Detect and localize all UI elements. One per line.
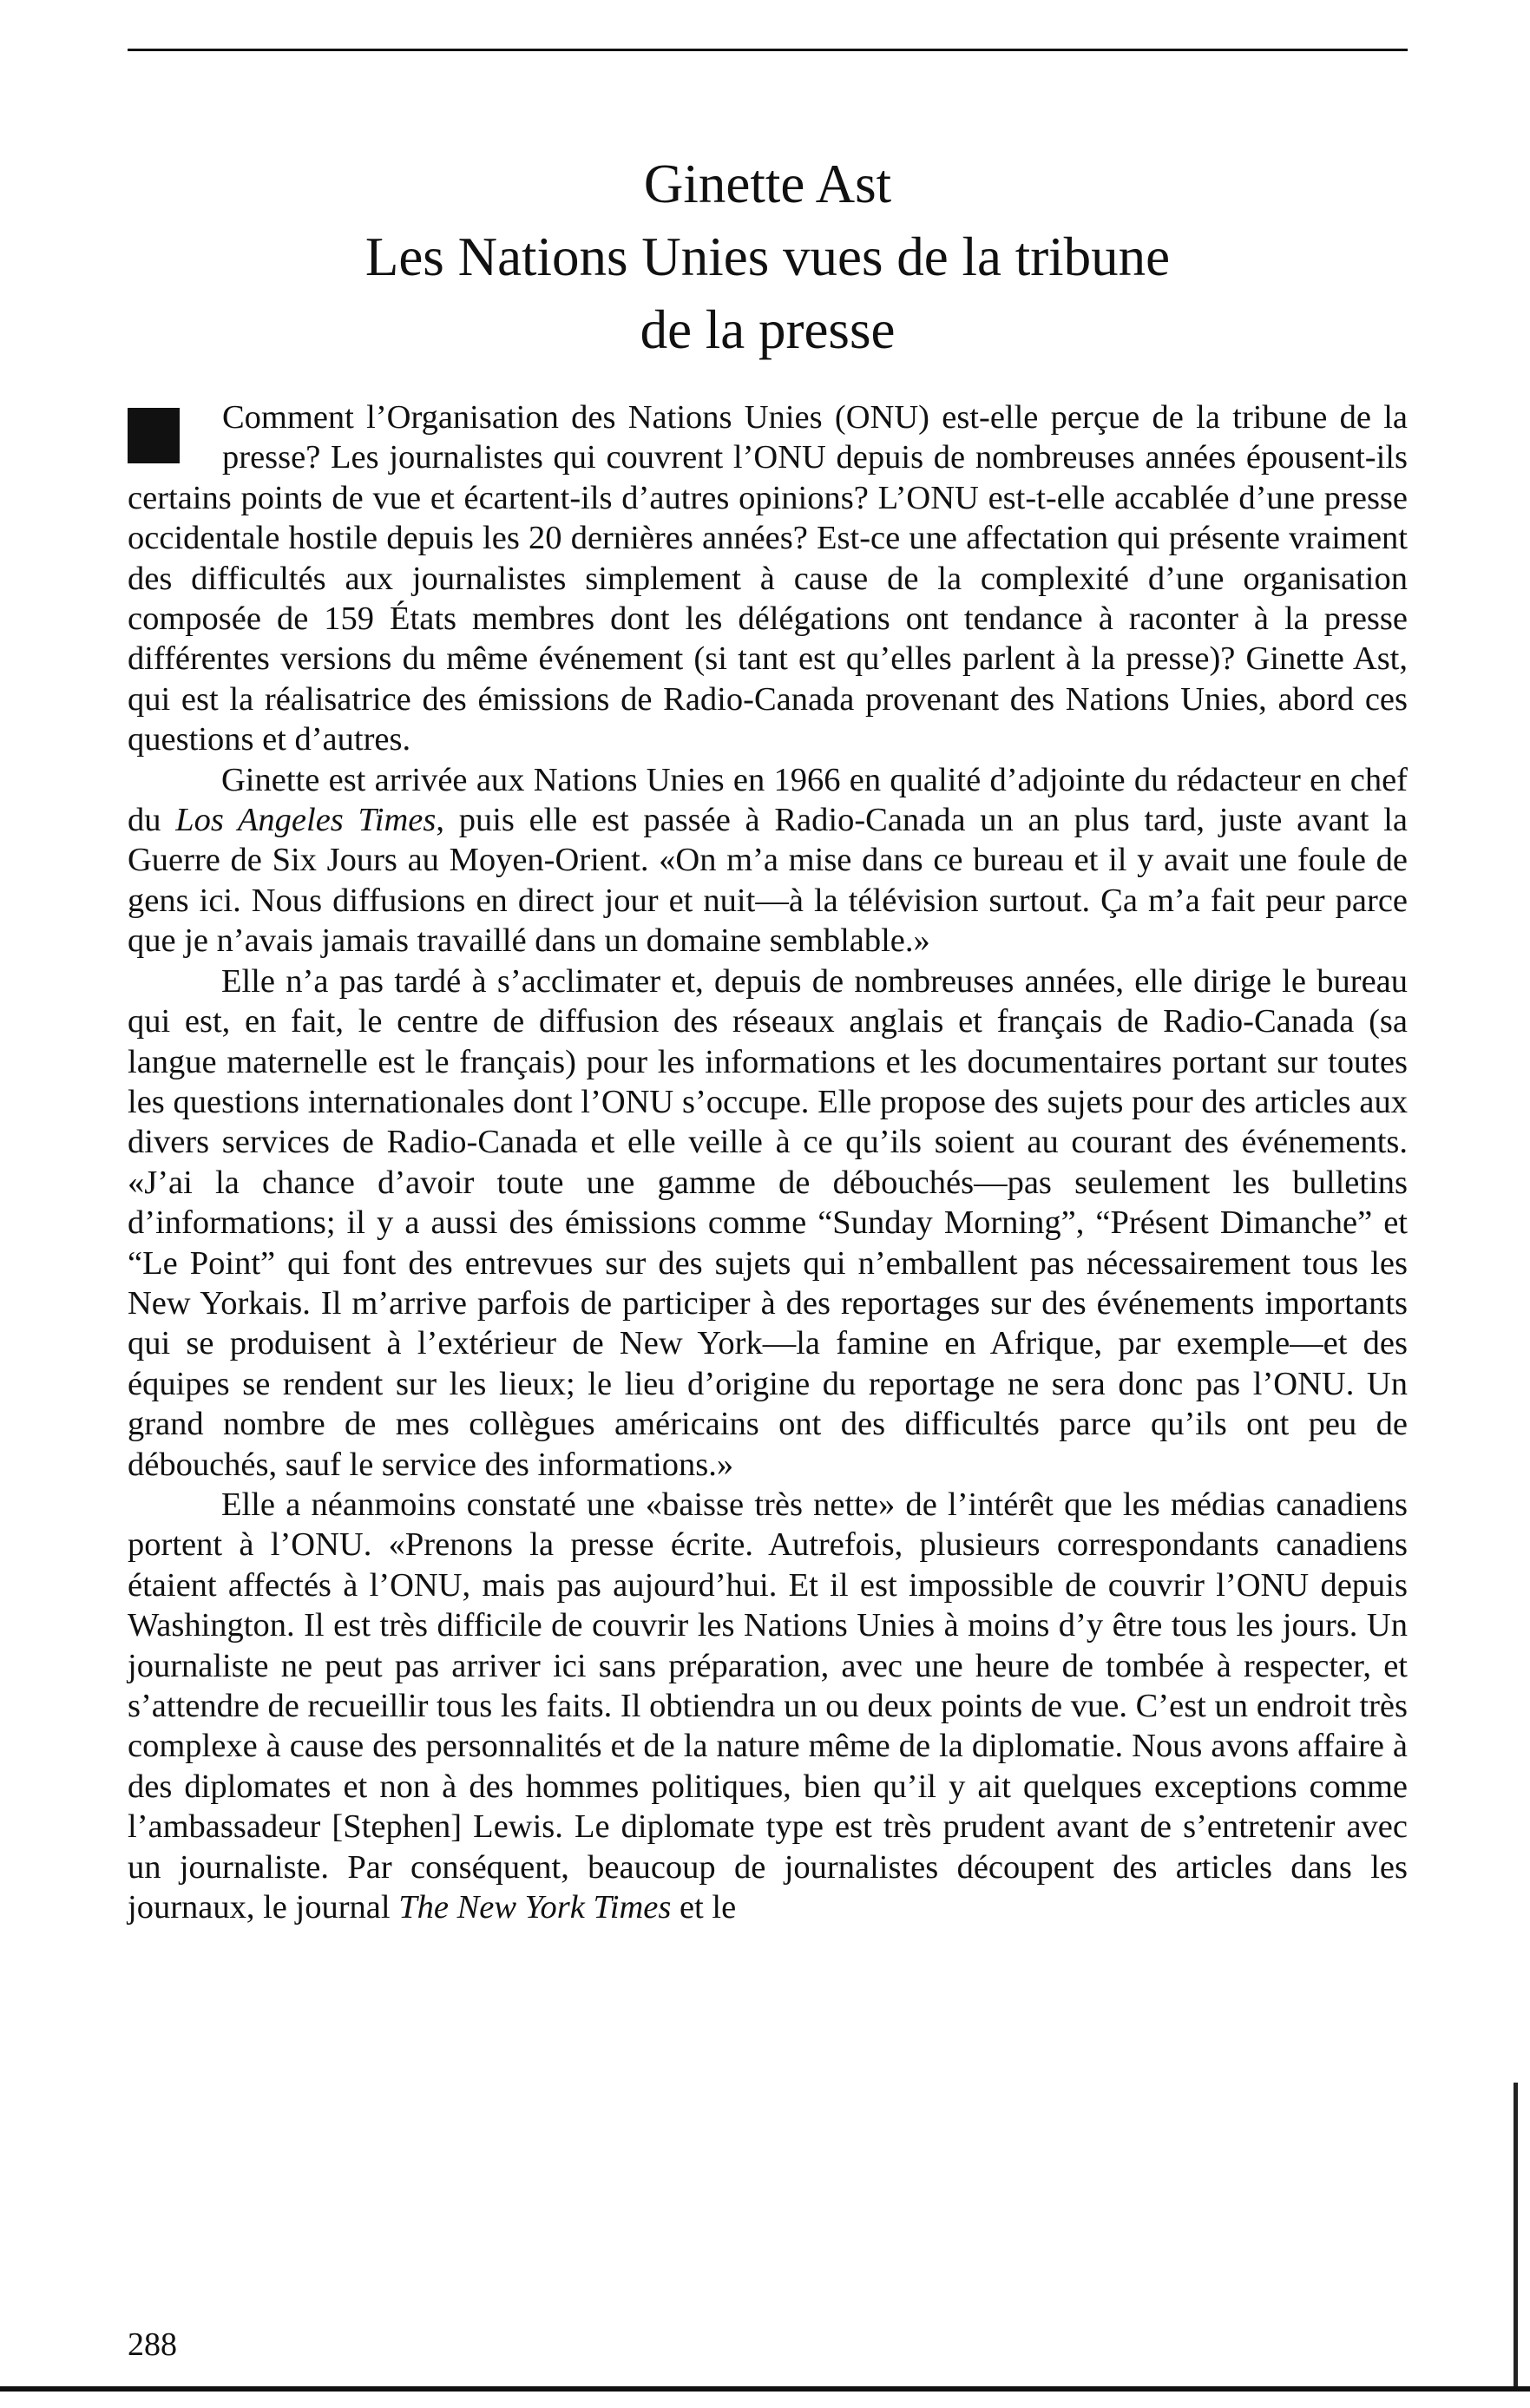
paragraph-3 <box>128 961 1408 1485</box>
paragraph-4-text-end: et le <box>671 1889 737 1926</box>
article-title-line-2: de la presse <box>640 299 896 360</box>
paragraph-1-text: Comment l’Organisation des Nations Unies (ONU) est-elle perçue de la tribune de la presse? Les journalistes qui couvrent l’ONU depuis de nombreuses années épousent-ils certains points de vue et écartent-ils d’autres opinions? L’ONU est-t-elle accablée d’une presse occidentale hostile depuis les 20 dernières années? Est-ce une affectation qui présente vraiment des difficultés aux journalistes simplement à cause de la complexité d’une organisation composée de 159 États membres dont les délégations ont tendance à raconter à la presse différentes versions du même événement (si tant est qu’elles parlent à la presse)? Ginette Ast, qui est la réalisatrice des émissions de Radio-Canada provenant des Nations Unies, abord ces questions et d’autres. <box>128 399 1408 758</box>
article-title-line-1: Les Nations Unies vues de la tribune <box>364 226 1171 287</box>
top-rule <box>128 49 1408 51</box>
page-number: 288 <box>128 2326 177 2363</box>
paragraph-2-text-start: Ginette est arrivée aux Nations Unies en 1966 en qualité d’adjointe du rédacteur en chef du <box>128 761 1408 839</box>
paragraph-2-text-end: , puis elle est passée à Radio-Canada un an plus tard, juste avant la Guerre de Six Jours au Moyen-Orient. «On m’a mise dans ce bureau et il y avait une foule de gens ici. Nous diffusions en direct jour et nuit—à la télévision surtout. Ça m’a fait peur parce que je n’avais jamais travaillé dans un domaine semblable.» <box>128 802 1408 960</box>
bottom-edge-rule <box>0 2386 1530 2392</box>
author-name: Ginette Ast <box>643 154 892 214</box>
paragraph-1 <box>128 397 1408 760</box>
article-body <box>128 397 1408 1927</box>
paragraph-4-text-start: Elle a néanmoins constaté une «baisse très nette» de l’intérêt que les médias canadiens portent à l’ONU. «Prenons la presse écrite. Autrefois, plusieurs correspondants canadiens étaient affectés à l’ONU, mais pas aujourd’hui. Et il est impossible de couvrir l’ONU depuis Washington. Il est très difficile de couvrir les Nations Unies à moins d’y être tous les jours. Un journaliste ne peut pas arriver ici sans préparation, avec une heure de tombée à respecter, et s’attendre de recueillir tous les faits. Il obtiendra un ou deux points de vue. C’est un endroit très complexe à cause des personnalités et de la nature même de la diplomatie. Nous avons affaire à des diplomates et non à des hommes politiques, bien qu’il y ait quelques exceptions comme l’ambassadeur [Stephen] Lewis. Le diplomate type est très prudent avant de s’entretenir avec un journaliste. Par conséquent, beaucoup de journalistes découpent des articles dans les journaux, le journal <box>128 1486 1408 1926</box>
page-edge-shadow <box>1514 2083 1518 2391</box>
paragraph-3-text: Elle n’a pas tardé à s’acclimater et, depuis de nombreuses années, elle dirige le bureau qui est, en fait, le centre de diffusion des réseaux anglais et français de Radio-Canada (sa langue maternelle est le français) pour les informations et les documentaires portant sur toutes les questions internationales dont l’ONU s’occupe. Elle propose des sujets pour des articles aux divers services de Radio-Canada et elle veille à ce qu’ils soient au courant des événements. «J’ai la chance d’avoir toute une gamme de débouchés—pas seulement les bulletins d’informations; il y a aussi des émissions comme “Sunday Morning”, “Présent Dimanche” et “Le Point” qui font des entrevues sur des sujets qui n’emballent pas nécessairement tous les New Yorkais. Il m’arrive parfois de participer à des reportages sur des événements importants qui se produisent à l’extérieur de New York—la famine en Afrique, par exemple—et des équipes se rendent sur les lieux; le lieu d’origine du reportage ne sera donc pas l’ONU. Un grand nombre de mes collègues américains ont des difficultés parce qu’ils ont peu de débouchés, sauf le service des informations.» <box>128 962 1408 1483</box>
article-heading <box>128 148 1408 366</box>
paragraph-2 <box>128 760 1408 961</box>
drop-cap-block <box>128 408 180 463</box>
paragraph-4 <box>128 1485 1408 1927</box>
publication-title: Los Angeles Times <box>175 802 437 839</box>
publication-title: The New York Times <box>398 1889 672 1926</box>
